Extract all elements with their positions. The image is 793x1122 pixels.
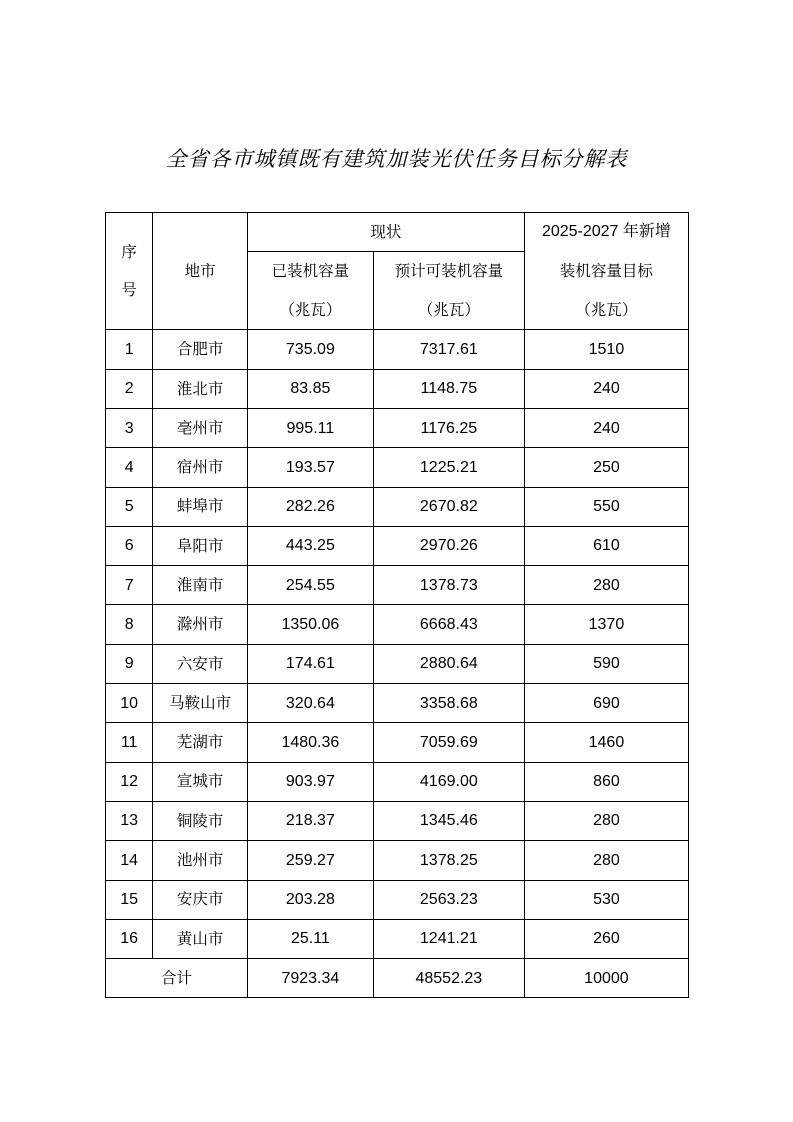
row-target: 590 (524, 644, 688, 683)
row-seq: 9 (106, 644, 153, 683)
row-target: 1370 (524, 605, 688, 644)
row-installed: 218.37 (247, 801, 373, 840)
header-seq (106, 213, 153, 330)
table-row (106, 684, 689, 723)
row-city: 合肥市 (153, 330, 248, 369)
row-target: 530 (524, 880, 688, 919)
row-seq: 13 (106, 801, 153, 840)
row-seq: 2 (106, 369, 153, 408)
row-estimated: 1241.21 (373, 919, 524, 958)
table-row (106, 644, 689, 683)
row-city: 六安市 (153, 644, 248, 683)
row-estimated: 4169.00 (373, 762, 524, 801)
row-estimated: 1378.73 (373, 566, 524, 605)
row-estimated: 1148.75 (373, 369, 524, 408)
row-estimated: 6668.43 (373, 605, 524, 644)
row-city: 宣城市 (153, 762, 248, 801)
row-seq: 11 (106, 723, 153, 762)
row-estimated: 1378.25 (373, 841, 524, 880)
row-target: 260 (524, 919, 688, 958)
row-installed: 903.97 (247, 762, 373, 801)
row-estimated: 2563.23 (373, 880, 524, 919)
row-estimated: 1176.25 (373, 408, 524, 447)
header-seq-top: 序 (121, 243, 137, 262)
table-row (106, 566, 689, 605)
row-city: 阜阳市 (153, 526, 248, 565)
row-installed: 25.11 (247, 919, 373, 958)
header-target-line1: 2025-2027 年新增 (541, 223, 671, 241)
total-target: 10000 (524, 959, 688, 998)
row-estimated: 2970.26 (373, 526, 524, 565)
page-title: 全省各市城镇既有建筑加装光伏任务目标分解表 (165, 147, 628, 171)
row-city: 淮北市 (153, 369, 248, 408)
row-seq: 14 (106, 841, 153, 880)
header-installed-label: 已装机容量 (271, 262, 350, 280)
row-city: 芜湖市 (153, 723, 248, 762)
row-installed: 193.57 (247, 448, 373, 487)
row-installed: 259.27 (247, 841, 373, 880)
row-target: 860 (524, 762, 688, 801)
row-seq: 10 (106, 684, 153, 723)
row-target: 240 (524, 369, 688, 408)
row-city: 铜陵市 (153, 801, 248, 840)
table-row (106, 369, 689, 408)
total-installed: 7923.34 (247, 959, 373, 998)
row-seq: 15 (106, 880, 153, 919)
row-seq: 5 (106, 487, 153, 526)
row-installed: 1350.06 (247, 605, 373, 644)
header-estimated (373, 252, 524, 330)
header-installed-unit: （兆瓦） (279, 300, 342, 319)
header-estimated-label: 预计可装机容量 (394, 262, 504, 280)
total-label: 合计 (106, 959, 248, 998)
table-row (106, 880, 689, 919)
row-target: 280 (524, 566, 688, 605)
row-city: 马鞍山市 (153, 684, 248, 723)
row-seq: 1 (106, 330, 153, 369)
row-installed: 443.25 (247, 526, 373, 565)
header-estimated-unit: （兆瓦） (417, 300, 480, 319)
row-city: 安庆市 (153, 880, 248, 919)
row-installed: 320.64 (247, 684, 373, 723)
row-estimated: 7059.69 (373, 723, 524, 762)
header-target-line2: 装机容量目标 (559, 261, 653, 280)
row-installed: 254.55 (247, 566, 373, 605)
table-row (106, 841, 689, 880)
row-city: 黄山市 (153, 919, 248, 958)
header-target-unit: （兆瓦） (575, 300, 638, 319)
row-estimated: 1345.46 (373, 801, 524, 840)
row-seq: 12 (106, 762, 153, 801)
row-estimated: 2880.64 (373, 644, 524, 683)
row-target: 250 (524, 448, 688, 487)
header-city: 地市 (153, 213, 248, 330)
row-installed: 1480.36 (247, 723, 373, 762)
row-target: 1460 (524, 723, 688, 762)
header-row-1 (106, 213, 689, 252)
table-row (106, 762, 689, 801)
table-row (106, 330, 689, 369)
row-seq: 3 (106, 408, 153, 447)
row-city: 蚌埠市 (153, 487, 248, 526)
header-target (524, 213, 688, 330)
row-estimated: 3358.68 (373, 684, 524, 723)
row-seq: 8 (106, 605, 153, 644)
row-target: 280 (524, 841, 688, 880)
row-estimated: 1225.21 (373, 448, 524, 487)
row-installed: 174.61 (247, 644, 373, 683)
row-estimated: 2670.82 (373, 487, 524, 526)
row-installed: 735.09 (247, 330, 373, 369)
total-row (106, 959, 689, 998)
table-row (106, 408, 689, 447)
table-row (106, 801, 689, 840)
row-city: 亳州市 (153, 408, 248, 447)
row-installed: 282.26 (247, 487, 373, 526)
row-target: 280 (524, 801, 688, 840)
row-target: 550 (524, 487, 688, 526)
header-status: 现状 (247, 213, 524, 252)
total-estimated: 48552.23 (373, 959, 524, 998)
table-row (106, 448, 689, 487)
task-breakdown-table (105, 212, 689, 998)
row-seq: 7 (106, 566, 153, 605)
row-city: 池州市 (153, 841, 248, 880)
table-row (106, 526, 689, 565)
table-row (106, 723, 689, 762)
table-row (106, 487, 689, 526)
row-city: 宿州市 (153, 448, 248, 487)
table-row (106, 919, 689, 958)
table-row (106, 605, 689, 644)
row-city: 淮南市 (153, 566, 248, 605)
row-seq: 4 (106, 448, 153, 487)
row-seq: 6 (106, 526, 153, 565)
row-seq: 16 (106, 919, 153, 958)
row-estimated: 7317.61 (373, 330, 524, 369)
row-target: 690 (524, 684, 688, 723)
row-target: 1510 (524, 330, 688, 369)
row-installed: 995.11 (247, 408, 373, 447)
row-installed: 83.85 (247, 369, 373, 408)
row-installed: 203.28 (247, 880, 373, 919)
header-seq-bottom: 号 (121, 281, 137, 300)
row-target: 610 (524, 526, 688, 565)
row-target: 240 (524, 408, 688, 447)
row-city: 滁州市 (153, 605, 248, 644)
header-installed (247, 252, 373, 330)
